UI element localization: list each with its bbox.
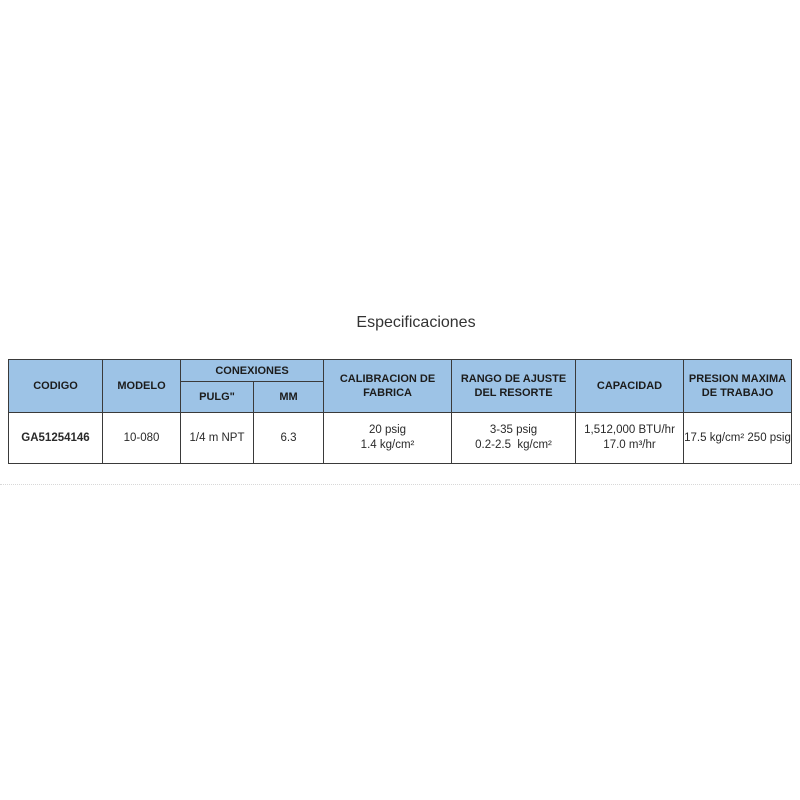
cell-capacidad [576,413,684,464]
header-calibracion: CALIBRACION DE FABRICA [324,360,452,413]
table-row [9,413,792,464]
dotted-divider [0,484,800,485]
cell-mm: 6.3 [254,413,324,464]
cell-capacidad-btu: 1,512,000 BTU/hr [584,424,675,436]
header-pulg: PULG" [181,382,254,413]
header-modelo: MODELO [103,360,181,413]
header-presion: PRESION MAXIMA DE TRABAJO [684,360,792,413]
cell-calibracion [324,413,452,464]
cell-presion: 17.5 kg/cm² 250 psig [684,413,792,464]
cell-modelo: 10-080 [103,413,181,464]
page-title: Especificaciones [356,314,476,331]
cell-calibracion-psig: 20 psig [368,424,407,436]
header-rango: RANGO DE AJUSTE DEL RESORTE [452,360,576,413]
cell-rango-kg: 0.2-2.5 kg/cm² [475,439,552,451]
cell-rango-psig: 3-35 psig [489,424,538,436]
header-conexiones: CONEXIONES [181,360,324,382]
header-mm: MM [254,382,324,413]
header-capacidad: CAPACIDAD [576,360,684,413]
cell-pulg: 1/4 m NPT [181,413,254,464]
header-codigo: CODIGO [9,360,103,413]
cell-rango [452,413,576,464]
cell-calibracion-kg: 1.4 kg/cm² [360,439,415,451]
cell-codigo: GA51254146 [9,413,103,464]
cell-capacidad-m3: 17.0 m³/hr [603,439,656,451]
specifications-table [8,359,792,464]
table-header-row [9,360,792,382]
